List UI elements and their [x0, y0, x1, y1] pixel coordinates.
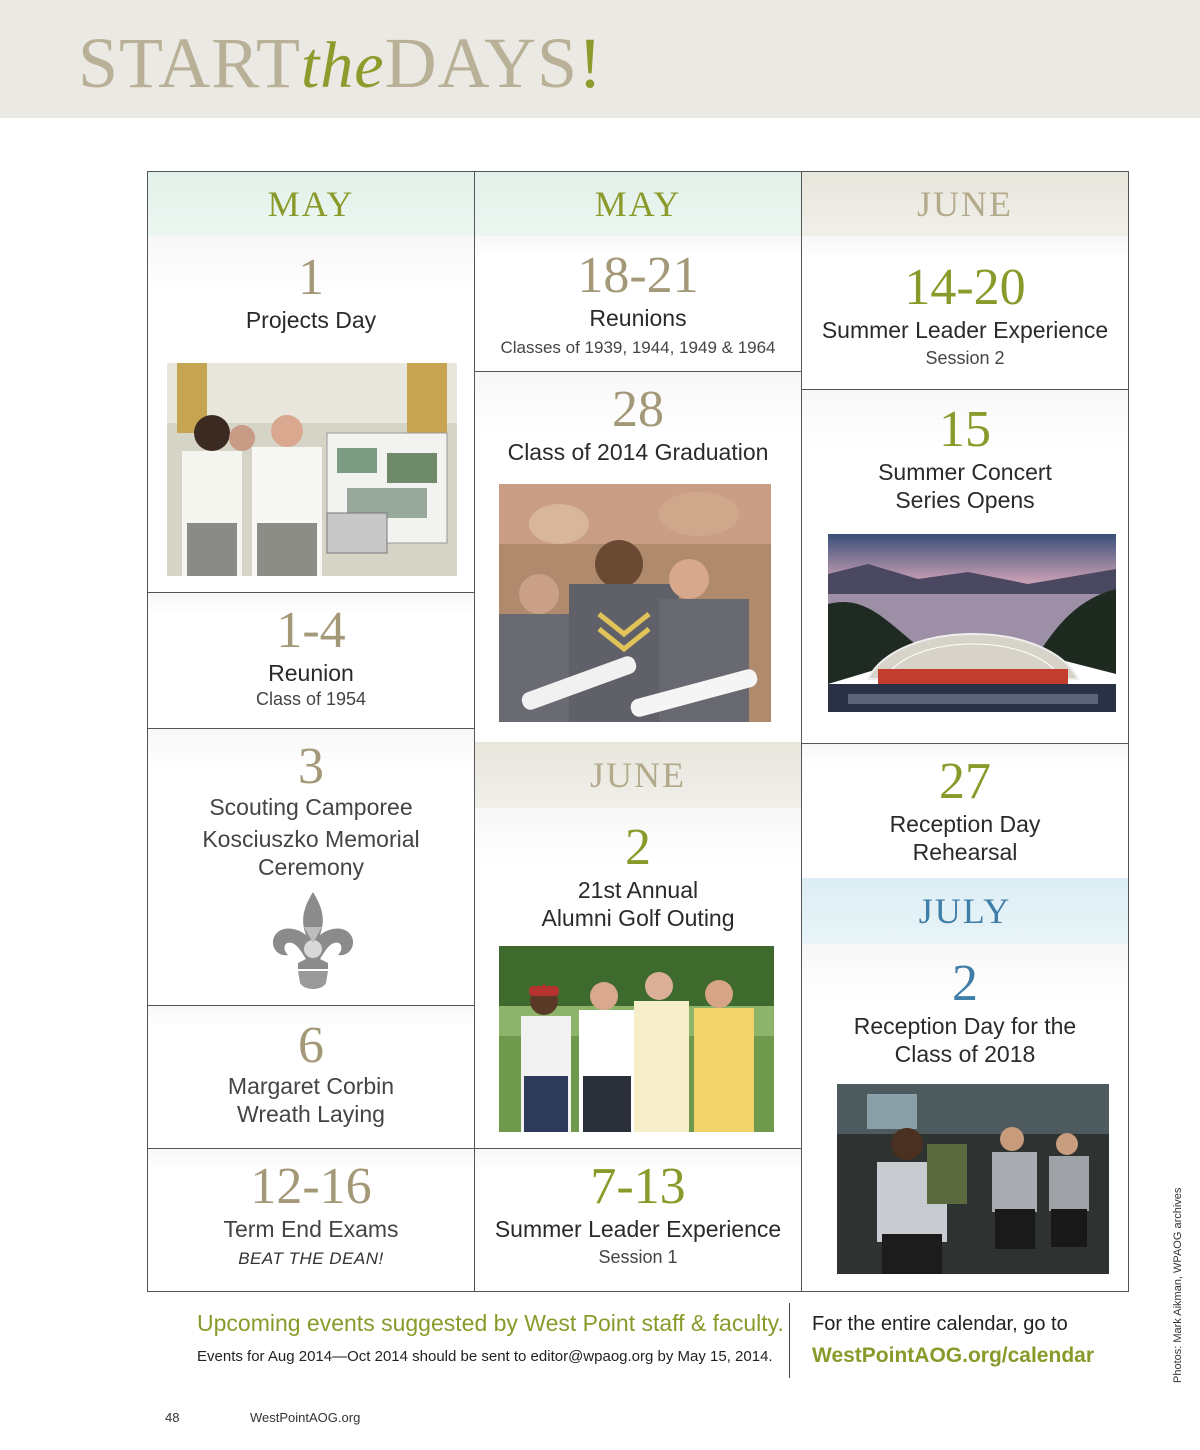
event-margaret-corbin: [148, 1006, 474, 1149]
event-title: Term End Exams: [223, 1216, 399, 1242]
column-may-1: [148, 172, 474, 1291]
event-line-2: Series Opens: [895, 487, 1035, 513]
event-line-2: Class of 2018: [894, 1041, 1036, 1067]
page-number: 48: [165, 1410, 180, 1425]
footer-divider: [789, 1303, 790, 1378]
event-line-2: Rehearsal: [912, 839, 1018, 865]
event-term-end-exams: [148, 1149, 474, 1291]
month-header-may: MAY: [475, 172, 801, 236]
event-title: Summer Leader Experience: [494, 1216, 782, 1242]
title-start: START: [78, 23, 301, 103]
month-header-june: JUNE: [802, 172, 1128, 236]
event-title: Reunion: [268, 660, 354, 686]
event-subtitle: Session 2: [925, 348, 1005, 368]
title-bang: !: [578, 23, 603, 103]
page-title: [78, 22, 603, 105]
event-line-2: Kosciuszko Memorial: [202, 826, 420, 852]
event-reunions: [475, 236, 801, 372]
event-title: Projects Day: [245, 307, 377, 333]
event-subtitle: Classes of 1939, 1944, 1949 & 1964: [500, 338, 776, 357]
event-reunion-1954: [148, 593, 474, 729]
event-scouting-camporee: [148, 729, 474, 1006]
event-title: Summer Leader Experience: [821, 317, 1109, 343]
footer-headline: Upcoming events suggested by West Point staff & faculty.: [197, 1310, 784, 1336]
projects-day-photo: [167, 363, 457, 576]
column-may-2: [475, 172, 801, 1291]
column-june-july: [802, 172, 1128, 1291]
event-date: 27: [939, 753, 991, 810]
event-date: 1: [298, 249, 324, 306]
event-date: 18-21: [577, 247, 699, 304]
photo-credit: Photos: Mark Aikman, WPAOG archives: [1172, 1187, 1184, 1383]
event-line-1: Margaret Corbin: [227, 1073, 395, 1099]
footer-submission-note: Events for Aug 2014—Oct 2014 should be sent to editor@wpaog.org by May 15, 2014.: [197, 1348, 773, 1365]
reception-day-photo: [837, 1084, 1109, 1274]
event-title: Reunions: [589, 305, 687, 331]
boy-scouts-fleur-de-lis-icon: [266, 887, 361, 997]
event-summer-leader-2: [802, 236, 1128, 390]
event-line-2: Alumni Golf Outing: [541, 905, 735, 931]
event-note: BEAT THE DEAN!: [238, 1249, 384, 1268]
title-banner: [0, 0, 1200, 118]
month-header-july: JULY: [802, 878, 1128, 944]
summer-concert-photo: [828, 534, 1116, 712]
event-line-1: Scouting Camporee: [209, 794, 413, 820]
event-date: 1-4: [276, 602, 346, 659]
event-line-1: Summer Concert: [878, 459, 1052, 485]
event-reception-day: [802, 944, 1128, 1291]
graduation-photo: [499, 484, 771, 722]
footer-calendar-prompt: For the entire calendar, go to: [812, 1313, 1068, 1335]
month-header-may: MAY: [148, 172, 474, 236]
title-the: the: [300, 29, 385, 102]
event-golf-outing: [475, 808, 801, 1149]
event-summer-concert: [802, 390, 1128, 744]
event-date: 7-13: [590, 1158, 686, 1215]
event-line-1: Reception Day for the: [853, 1013, 1077, 1039]
event-date: 28: [612, 381, 664, 438]
event-title: Class of 2014 Graduation: [507, 439, 769, 465]
event-line-2: Wreath Laying: [237, 1101, 385, 1127]
golf-outing-photo: [499, 946, 774, 1132]
event-line-3: Ceremony: [257, 854, 365, 880]
event-date: 12-16: [250, 1158, 372, 1215]
event-projects-day: [148, 236, 474, 593]
event-summer-leader-1: [475, 1149, 801, 1291]
event-date: 2: [952, 955, 978, 1012]
event-subtitle: Class of 1954: [255, 689, 367, 709]
event-date: 3: [298, 738, 324, 795]
event-date: 6: [298, 1017, 324, 1074]
event-date: 14-20: [904, 259, 1026, 316]
event-reception-rehearsal: [802, 744, 1128, 878]
event-subtitle: Session 1: [598, 1247, 678, 1267]
event-date: 15: [939, 401, 991, 458]
title-days: DAYS: [384, 23, 578, 103]
calendar-link[interactable]: WestPointAOG.org/calendar: [812, 1344, 1094, 1367]
event-graduation: [475, 372, 801, 742]
event-date: 2: [625, 819, 651, 876]
event-line-1: 21st Annual: [577, 877, 699, 903]
event-line-1: Reception Day: [889, 811, 1041, 837]
events-calendar-grid: [147, 171, 1129, 1292]
site-name: WestPointAOG.org: [250, 1410, 361, 1425]
month-header-june: JUNE: [475, 742, 801, 808]
